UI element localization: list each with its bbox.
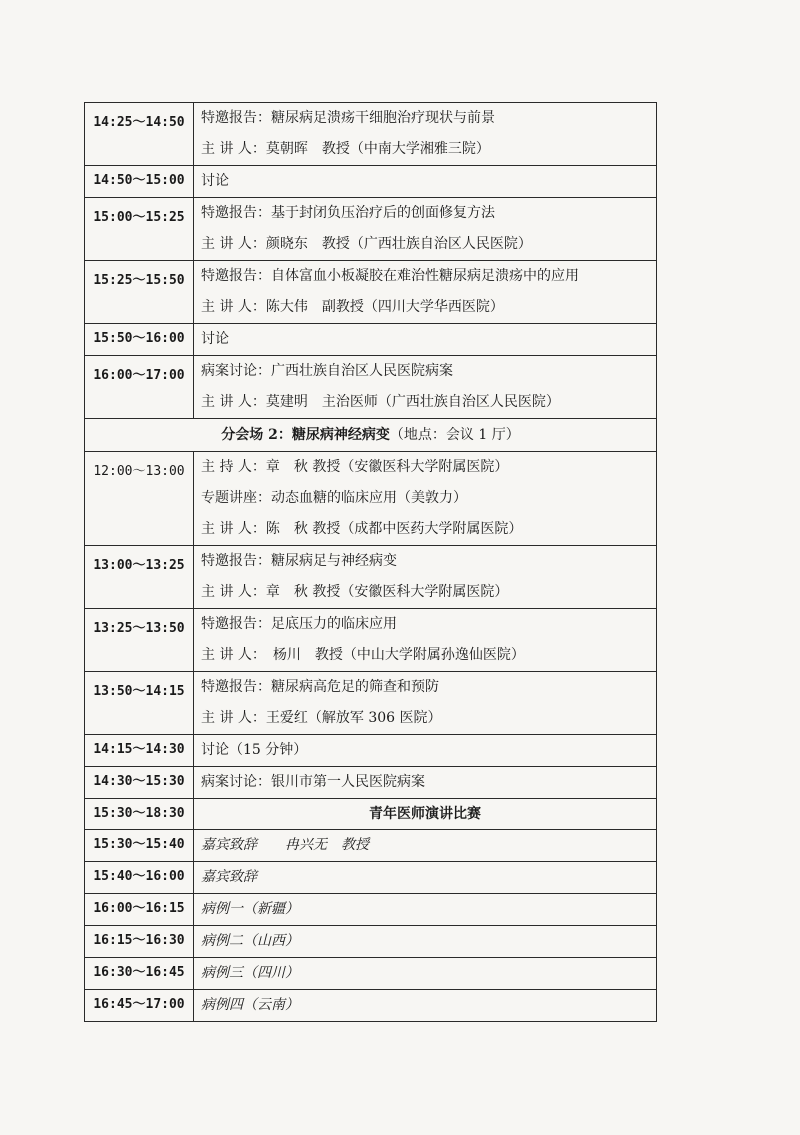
- table-row: [85, 767, 657, 799]
- content-line: 主 讲 人： 杨川 教授（中山大学附属孙逸仙医院）: [201, 647, 525, 663]
- table-row: [85, 735, 657, 767]
- content-line: 嘉宾致辞: [201, 869, 257, 885]
- content-line: 主 讲 人：颜晓东 教授（广西壮族自治区人民医院）: [201, 236, 532, 252]
- content-cell: [194, 894, 657, 926]
- content-line: 病例三（四川）: [201, 965, 299, 981]
- content-cell: [194, 356, 657, 419]
- time-cell: 15:50～16:00: [85, 324, 194, 356]
- table-row: [85, 830, 657, 862]
- content-cell: [194, 672, 657, 735]
- content-line: 病例一（新疆）: [201, 901, 299, 917]
- schedule-table: [84, 102, 657, 1022]
- content-cell: [194, 735, 657, 767]
- time-cell: 15:30～18:30: [85, 799, 194, 830]
- time-cell: 16:00～16:15: [85, 894, 194, 926]
- content-cell: [194, 990, 657, 1022]
- content-line: 主 讲 人：莫建明 主治医师（广西壮族自治区人民医院）: [201, 394, 560, 410]
- content-line: 主 持 人：章 秋 教授（安徽医科大学附属医院）: [201, 459, 509, 475]
- table-row: [85, 103, 657, 166]
- table-row: [85, 198, 657, 261]
- time-cell: 15:30～15:40: [85, 830, 194, 862]
- table-row: [85, 356, 657, 419]
- section-header: [85, 419, 657, 452]
- content-line: 特邀报告：糖尿病高危足的筛查和预防: [201, 679, 439, 695]
- content-cell: [194, 862, 657, 894]
- content-line: 主 讲 人：陈大伟 副教授（四川大学华西医院）: [201, 299, 504, 315]
- content-cell: [194, 958, 657, 990]
- content-line: 特邀报告：足底压力的临床应用: [201, 616, 397, 632]
- content-line: 特邀报告：基于封闭负压治疗后的创面修复方法: [201, 205, 495, 221]
- table-row: [85, 894, 657, 926]
- content-line: 主 讲 人：陈 秋 教授（成都中医药大学附属医院）: [201, 521, 523, 537]
- time-cell: 15:25～15:50: [85, 261, 194, 324]
- content-line: 主 讲 人：莫朝晖 教授（中南大学湘雅三院）: [201, 141, 490, 157]
- time-cell: 14:25～14:50: [85, 103, 194, 166]
- table-row: [85, 166, 657, 198]
- section-header-row: [85, 419, 657, 452]
- content-cell: [194, 452, 657, 546]
- content-line: 讨论: [201, 173, 229, 189]
- table-row: [85, 799, 657, 830]
- time-cell: 15:40～16:00: [85, 862, 194, 894]
- content-line: 讨论: [201, 331, 229, 347]
- content-line: 特邀报告：糖尿病足与神经病变: [201, 553, 397, 569]
- time-cell: 13:00～13:25: [85, 546, 194, 609]
- table-row: [85, 926, 657, 958]
- table-row: [85, 546, 657, 609]
- content-cell: [194, 830, 657, 862]
- content-cell: [194, 767, 657, 799]
- content-cell: [194, 926, 657, 958]
- table-row: [85, 324, 657, 356]
- time-cell: 16:00～17:00: [85, 356, 194, 419]
- content-line: 讨论（15 分钟）: [201, 742, 308, 758]
- time-cell: 14:30～15:30: [85, 767, 194, 799]
- section-title: 分会场 2：糖尿病神经病变: [221, 427, 390, 443]
- table-row: [85, 452, 657, 546]
- table-row: [85, 261, 657, 324]
- time-cell: 13:50～14:15: [85, 672, 194, 735]
- content-cell: [194, 609, 657, 672]
- table-row: [85, 958, 657, 990]
- content-cell: [194, 166, 657, 198]
- table-row: [85, 672, 657, 735]
- time-cell: 13:25～13:50: [85, 609, 194, 672]
- content-cell: [194, 103, 657, 166]
- content-line: 嘉宾致辞 冉兴无 教授: [201, 837, 369, 853]
- contest-title: 青年医师演讲比赛: [194, 799, 657, 830]
- content-cell: [194, 198, 657, 261]
- time-cell: 16:30～16:45: [85, 958, 194, 990]
- content-cell: [194, 546, 657, 609]
- content-line: 病案讨论：银川市第一人民医院病案: [201, 774, 425, 790]
- time-cell: 15:00～15:25: [85, 198, 194, 261]
- time-cell: 16:15～16:30: [85, 926, 194, 958]
- table-row: [85, 609, 657, 672]
- content-cell: [194, 261, 657, 324]
- content-line: 特邀报告：糖尿病足溃疡干细胞治疗现状与前景: [201, 110, 495, 126]
- table-row: [85, 990, 657, 1022]
- time-cell: 16:45～17:00: [85, 990, 194, 1022]
- content-line: 病例四（云南）: [201, 997, 299, 1013]
- content-line: 专题讲座：动态血糖的临床应用（美敦力）: [201, 490, 467, 506]
- time-cell: 12:00～13:00: [85, 452, 194, 546]
- time-cell: 14:15～14:30: [85, 735, 194, 767]
- time-cell: 14:50～15:00: [85, 166, 194, 198]
- content-cell: [194, 324, 657, 356]
- content-line: 主 讲 人：王爱红（解放军 306 医院）: [201, 710, 442, 726]
- content-line: 特邀报告：自体富血小板凝胶在难治性糖尿病足溃疡中的应用: [201, 268, 579, 284]
- content-line: 病例二（山西）: [201, 933, 299, 949]
- section-location: （地点：会议 1 厅）: [389, 427, 520, 443]
- content-line: 病案讨论：广西壮族自治区人民医院病案: [201, 363, 453, 379]
- table-row: [85, 862, 657, 894]
- content-line: 主 讲 人：章 秋 教授（安徽医科大学附属医院）: [201, 584, 509, 600]
